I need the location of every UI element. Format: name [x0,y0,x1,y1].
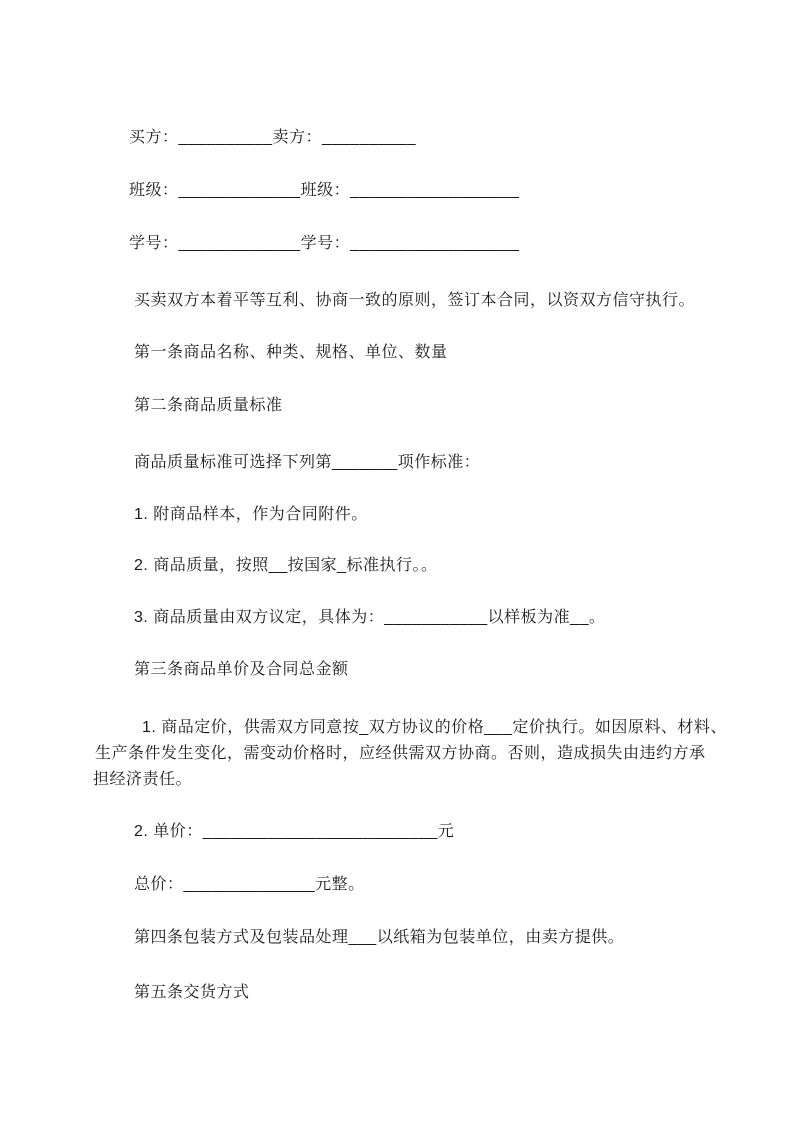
paragraph-preamble: 买卖双方本着平等互利、协商一致的原则，签订本合同，以资双方信守执行。 [134,292,696,309]
line-unit-price: 2. 单价：_________________________元 [134,823,455,840]
line-class-fields: 班级：_____________班级：__________________ [129,182,520,199]
paragraph-pricing-line-1: 1. 商品定价，供需双方同意按_双方协议的价格___定价执行。如因原料、材料、 [142,719,727,736]
heading-article-1: 第一条商品名称、种类、规格、单位、数量 [134,344,448,361]
heading-article-3: 第三条商品单价及合同总金额 [134,661,349,678]
line-buyer-seller: 买方：__________卖方：__________ [129,129,416,146]
line-quality-item-1: 1. 附商品样本，作为合同附件。 [134,506,368,523]
heading-article-5: 第五条交货方式 [134,984,250,1001]
line-quality-item-2: 2. 商品质量，按照__按国家_标准执行。。 [134,557,438,574]
line-quality-choice: 商品质量标准可选择下列第_______项作标准： [134,454,481,471]
heading-article-2: 第二条商品质量标准 [134,397,283,414]
heading-article-4: 第四条包装方式及包装品处理___以纸箱为包装单位，由卖方提供。 [134,929,625,946]
line-total-price: 总价：______________元整。 [134,876,365,893]
line-quality-item-3: 3. 商品质量由双方议定，具体为：___________以样板为准__。 [134,609,606,626]
paragraph-pricing-line-2: 生产条件发生变化，需变动价格时，应经供需双方协商。否则，造成损失由违约方承 [95,745,706,762]
paragraph-pricing-line-3: 担经济责任。 [93,771,193,788]
line-student-id-fields: 学号：_____________学号：__________________ [129,235,520,252]
